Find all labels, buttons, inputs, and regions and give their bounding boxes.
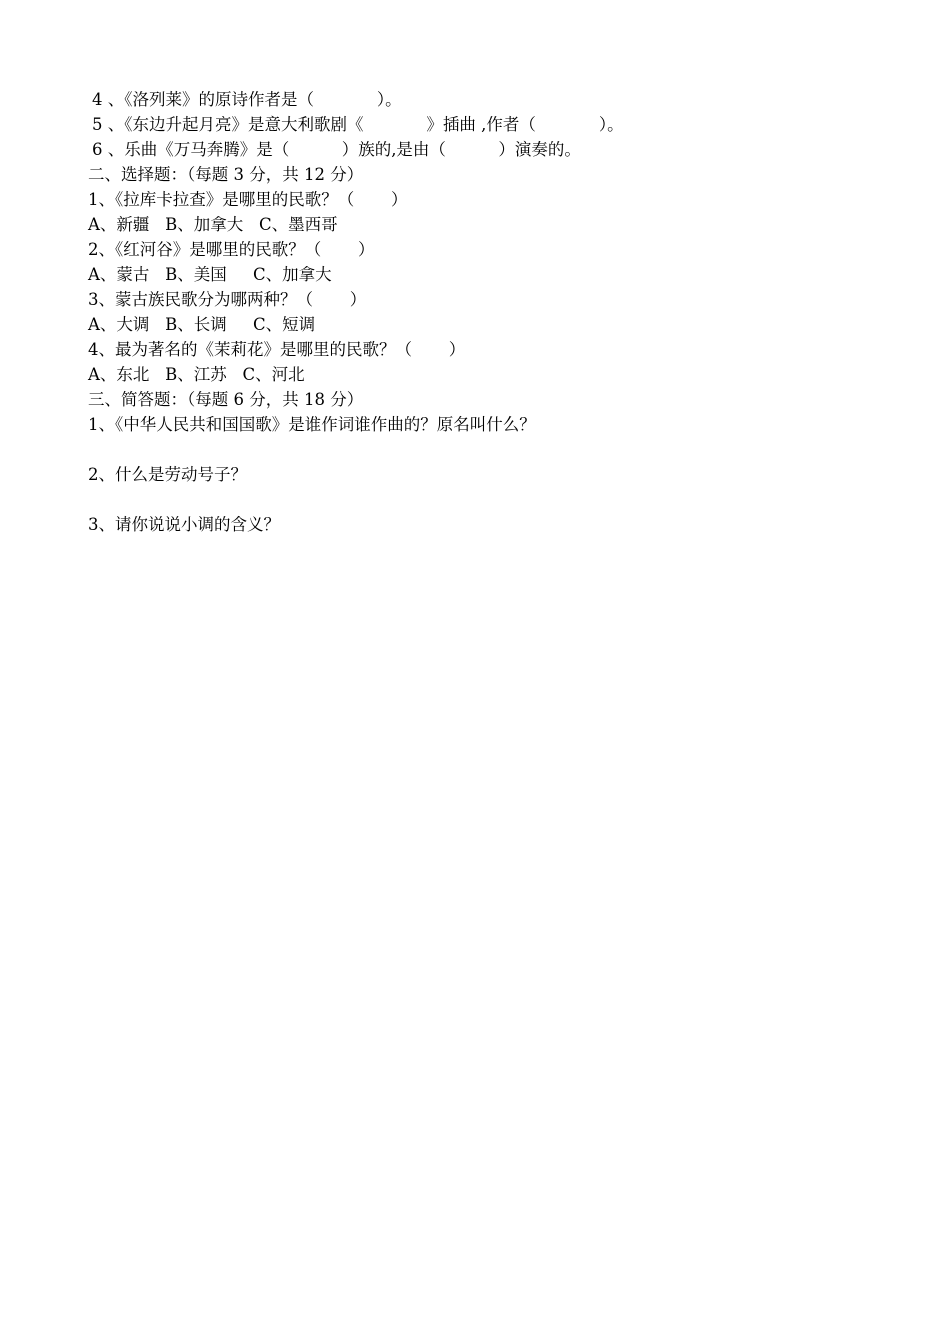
- choice-question-4: 4、最为著名的《茉莉花》是哪里的民歌？（ ）: [88, 340, 466, 359]
- short-answer-question-2: 2、什么是劳动号子？: [88, 465, 247, 484]
- fill-in-question-6: 6 、乐曲《万马奔腾》是（ ）族的,是由（ ）演奏的。: [92, 140, 581, 159]
- choice-options-4: A、东北 B、江苏 C、河北: [88, 365, 305, 384]
- choice-question-2: 2、《红河谷》是哪里的民歌？（ ）: [88, 240, 375, 259]
- choice-options-3: A、大调 B、长调 C、短调: [88, 315, 316, 334]
- choice-question-3: 3、蒙古族民歌分为哪两种？（ ）: [88, 290, 367, 309]
- choice-question-1: 1、《拉库卡拉查》是哪里的民歌？（ ）: [88, 190, 408, 209]
- section-3-title: 三、简答题：（每题 6 分，共 18 分）: [88, 390, 364, 409]
- choice-options-2: A、蒙古 B、美国 C、加拿大: [88, 265, 332, 284]
- short-answer-question-3: 3、请你说说小调的含义？: [88, 515, 280, 534]
- fill-in-question-5: 5 、《东边升起月亮》是意大利歌剧《 》插曲 ,作者（ ）。: [92, 115, 624, 134]
- fill-in-question-4: 4 、《洛列莱》的原诗作者是（ ）。: [92, 90, 402, 109]
- choice-options-1: A、新疆 B、加拿大 C、墨西哥: [88, 215, 338, 234]
- section-2-title: 二、选择题：（每题 3 分，共 12 分）: [88, 165, 364, 184]
- short-answer-question-1: 1、《中华人民共和国国歌》是谁作词谁作曲的？原名叫什么？: [88, 415, 536, 434]
